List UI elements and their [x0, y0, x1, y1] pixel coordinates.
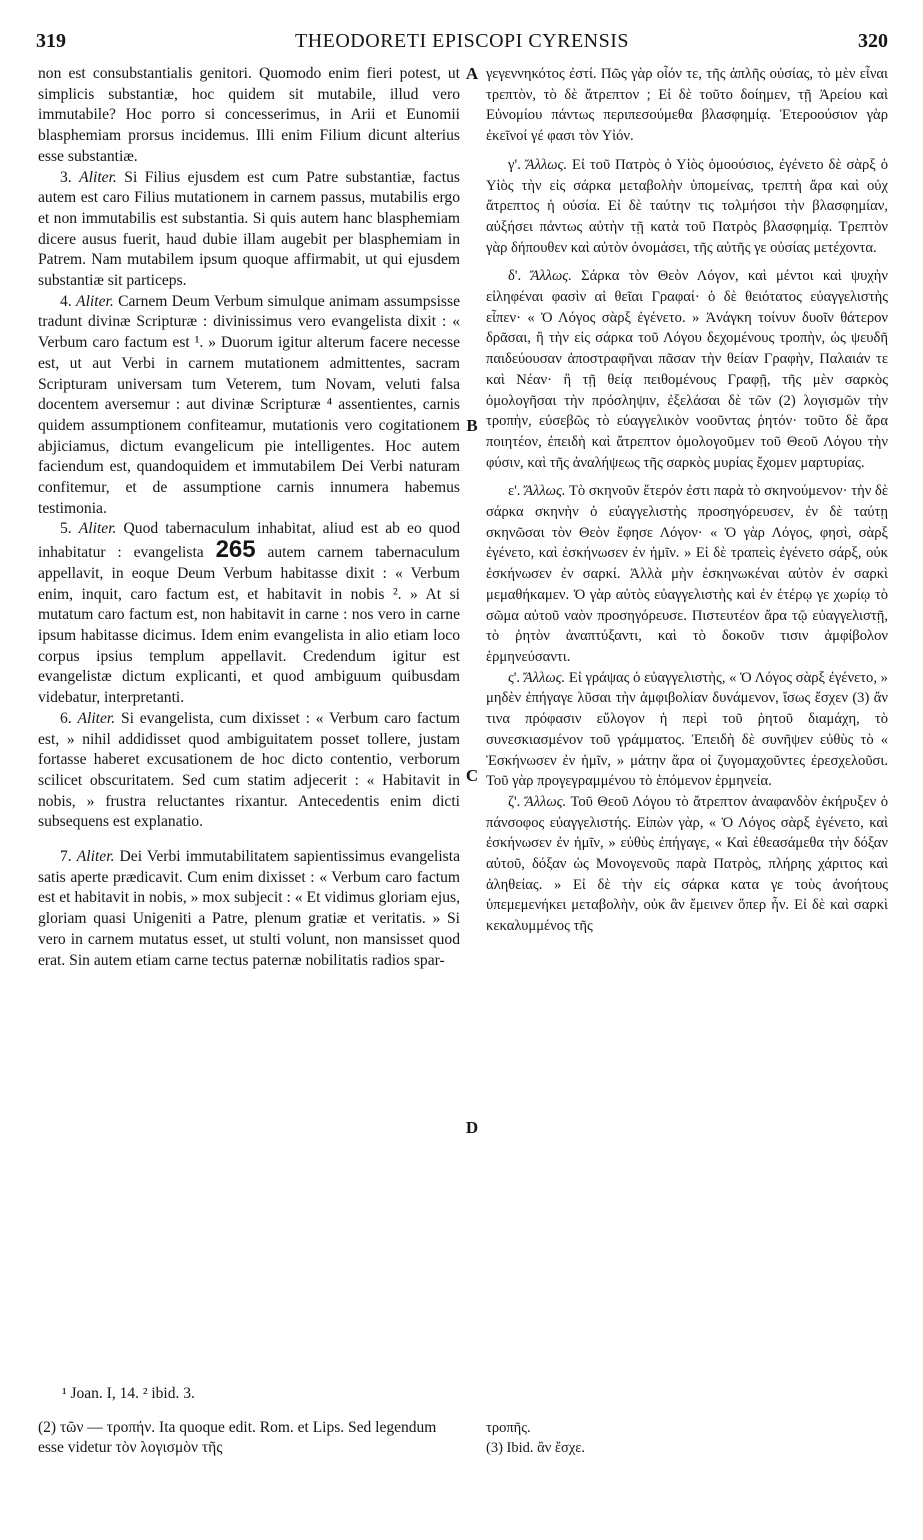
latin-column: [38, 64, 460, 971]
greek-paragraph-2: γεγεννηκότος ἐστί. Πῶς γὰρ οἷόν τε, τῆς ἁπλῆς οὐσίας, τὸ μὲν εἶναι τρεπτὸν, τὸ δὲ ἄτρεπτον ; Εἰ δὲ τοῦτο δοίημεν, τῇ Ἀρείου καὶ Εὐνομίου πάντως περιπεσούμεθα βλασφημίᾳ. Ἑτεροούσιον γὰρ ἐκεῖνοί γέ φασι τὸν Υἱόν.: [486, 66, 888, 145]
section-label: Ἄλλως.: [530, 268, 572, 285]
section-number: 4.: [60, 292, 72, 310]
paragraph-text: Si Filius ejusdem est cum Patre substantiæ, factus autem est caro Filius mutationem in carnem passus, mutabilis ergo et non immutabilis est substantia. Si quis autem hanc blasphemiam dicere ausus fuerit, haud dubie illam augebit per blasphemiam in Patrem. Nam mutabilem ipsum quoque affirmabit, ut qui ejusdem substantiæ sit particeps.: [38, 168, 460, 290]
paragraph-text: Carnem Deum Verbum simulque animam assumpsisse tradunt divinæ Scripturæ : divinissimus vero evangelista dixit : « Verbum caro factum est ¹. » Duorum igitur alterum facere necesse est, ut aut Verbi in carnem mutationem admittentes, sacram Scripturam universam tum Veterem, tum Novam, veluti falsa docentem aversemur : aut divinæ Scripturæ ⁴ assentientes, carnis quidem assumptionem confiteamur, mutationis vero cogitationem abjiciamus, dictum evangelicum pie intelligentes. Hoc autem faciendum est, quandoquidem et immutabilem Dei Verbi naturam confitemur, et de assumptione carnis innumera habemus testimonia.: [38, 292, 460, 517]
section-number: 5.: [60, 520, 72, 538]
greek-paragraph-4: [486, 266, 888, 473]
footnote-3: (3) Ibid. ἂν ἔσχε.: [486, 1440, 585, 1456]
latin-paragraph-2: non est consubstantialis genitori. Quomodo enim fieri potest, ut simplicis substantiæ, hoc quidem sit mutabile, illud vero immutabile? Hoc porro si concesserimus, in Arii et Eunomii blasphemiam prorsus incidemus. Illi enim Filium dicunt alterius esse substantiæ.: [38, 65, 460, 165]
footnote-right: [486, 1418, 888, 1458]
running-header: [36, 30, 888, 60]
scripture-references: ¹ Joan. I, 14. ² ibid. 3.: [62, 1385, 195, 1402]
footnote-continuation: τροπῆς.: [486, 1420, 531, 1436]
section-number: δ'.: [508, 268, 522, 285]
section-label: Ἄλλως.: [525, 156, 568, 173]
section-number: γ'.: [508, 156, 521, 173]
section-number: 3.: [60, 168, 72, 186]
section-label: Aliter.: [78, 520, 117, 538]
migne-column-number: 265: [215, 536, 256, 564]
greek-column: [486, 64, 888, 937]
section-label: Ἄλλως.: [524, 793, 567, 810]
margin-marker-a: A: [465, 64, 479, 83]
greek-paragraph-3: [486, 155, 888, 259]
section-number: ε'.: [508, 483, 521, 500]
greek-paragraph-5: [486, 481, 888, 667]
margin-marker-d: D: [465, 1118, 479, 1137]
paragraph-text: Εἰ γράψας ὁ εὐαγγελιστὴς, « Ὁ Λόγος σὰρξ ἐγένετο, » μηδὲν ἐπήγαγε λῦσαι τὴν ἀμφιβολίαν δυνάμενον, ἴσως ἔσχεν (3) ἄν τινα πρόφασιν εὔλογον ἡ περὶ τοῦ ῥητοῦ διαμάχη, τὸ συνεσκιασμένον τοῦ γράμματος. Ἐπειδὴ δὲ συνῆψεν εὐθὺς τὸ « Ἐσκήνωσεν ἐν ἡμῖν, » μάτην ἄρα οἱ ζυγομαχοῦντες ἐρεσχελοῦσι. Τοῦ γὰρ προγεγραμμένου τὸ ἑπόμενον ἑρμηνεία.: [486, 669, 888, 790]
paragraph-text: Εἰ τοῦ Πατρὸς ὁ Υἱὸς ὁμοούσιος, ἐγένετο δὲ σὰρξ ὁ Υἱὸς τὴν εἰς σάρκα μεταβολὴν ὑπομείνας, τρεπτὴ ἄρα καὶ οὐχ ἄτρεπτος ἡ οὐσία. Εἰ δὲ ταύτην τις τολμήσοι τὴν βλασφημίαν, αὐξήσει πάντως αὐτὴν τῇ κατὰ τοῦ Πατρὸς βλασφημίᾳ. Τρεπτὸν γὰρ δήπουθεν καὶ αὐτὸν ὀνομάσει, τῆς αὐτῆς γε οὐσίας μετέχοντα.: [486, 156, 888, 256]
paragraph-text: Dei Verbi immutabilitatem sapientissimus evangelista satis aperte prædicavit. Cum enim dixisset : « Verbum caro factum est et habitavit in nobis, » mox subjecit : « Et vidimus gloriam ejus, gloriam quasi Unigeniti a Patre, plenum gratiæ et veritatis. » Si vero in carnem mutatus esset, ut stulti volunt, non mansisset quod erat. Sin autem etiam carne tectus paternæ nobilitatis radios spar-: [38, 848, 460, 969]
paragraph-text: Σάρκα τὸν Θεὸν Λόγον, καὶ μέντοι καὶ ψυχὴν εἰληφέναι φασὶν αἱ θεῖαι Γραφαί· ὁ δὲ θειότατος εὐαγγελιστὴς εἶπεν· « Ὁ Λόγος σὰρξ ἐγένετο. » Ἀνάγκη τοίνυν δυοῖν θάτερον δρᾶσαι, ἢ τὴν εἰς σάρκα τοῦ Λόγου δεχομένους τροπὴν, ὡς ψευδῆ παιδεύουσαν ἀποστραφῆναι πᾶσαν τὴν θείαν Γραφὴν, Παλαιάν τε καὶ Νέαν· ἢ τῇ θείᾳ πειθομένους Γραφῇ, τῆς μὲν σαρκὸς ὁμολογῆσαι τὴν πρόσληψιν, ἐξελάσαι δὲ τῶν (2) λογισμῶν τὴν τροπὴν, εὐσεβῶς τὸ εὐαγγελικὸν νοοῦντας ῥητόν· τοῦτο δὲ ἄρα ποιητέον, ἐπειδὴ καὶ ἄτρεπτον ὁμολογοῦμεν τοῦ Θεοῦ Λόγου τὴν φύσιν, καὶ τῆς ἀναλήψεως τῆς σαρκὸς μυρίας ἔχομεν μαρτυρίας.: [486, 268, 889, 471]
latin-paragraph-3: [38, 168, 460, 292]
section-label: Aliter.: [76, 292, 114, 310]
page-number-right: 320: [858, 30, 888, 52]
section-label: Aliter.: [79, 168, 117, 186]
greek-paragraph-7: [486, 792, 888, 937]
page-number-left: 319: [36, 30, 66, 52]
section-number: ζ'.: [508, 793, 521, 810]
section-label: Aliter.: [76, 848, 115, 866]
section-number: 6.: [60, 709, 72, 727]
paragraph-text: Τὸ σκηνοῦν ἕτερόν ἐστι παρὰ τὸ σκηνούμενον· τὴν δὲ σάρκα σκηνὴν ὁ εὐαγγελιστὴς προσηγόρευσεν, ἐν δὲ ταύτῃ σκηνῶσαι τὸν Θεὸν ἔφησε Λόγον· « Ὁ γὰρ Λόγος, φησὶ, σὰρξ ἐγένετο, καὶ ἐσκήνωσεν ἐν ἡμῖν. » Εἰ δὲ τραπεὶς ἐγένετο σάρξ, οὐκ ἐσκήνωσεν ἐν σαρκί. Ἀλλὰ μὴν ἐσκηνωκέναι αὐτὸν ἐν σαρκὶ μεμαθήκαμεν. Ὁ γὰρ αὐτὸς εὐαγγελιστὴς καὶ ἐν ἑτέρῳ γε χωρίῳ τὸ σῶμα αὐτοῦ ναὸν προσηγόρευσε. Πιστευτέον ἄρα τῷ εὐαγγελιστῇ, τὸ ῥητὸν ἀναπτύξαντι, καὶ τὸ δοκοῦν τισιν ἀμφίβολον ἑρμηνεύσαντι.: [486, 483, 889, 665]
section-label: Aliter.: [77, 709, 116, 727]
running-title: THEODORETI EPISCOPI CYRENSIS: [294, 30, 630, 52]
paragraph-text: Τοῦ Θεοῦ Λόγου τὸ ἄτρεπτον ἀναφανδὸν ἐκήρυξεν ὁ πάνσοφος εὐαγγελιστής. Εἰπὼν γὰρ, « Ὁ Λόγος σὰρξ ἐγένετο, καὶ ἐσκήνωσεν ἐν ἡμῖν, » εὐθὺς ἐπήγαγε, « Καὶ ἐθεασάμεθα τὴν δόξαν αὐτοῦ, δόξαν ὡς Μονογενοῦς παρὰ Πατρὸς, πλήρης χάριτος καὶ ἀληθείας. » Εἰ δὲ τὴν εἰς σάρκα κατα γε τοὺς ἀνοήτους ὑπεμεμενήκει μεταβολὴν, οὐκ ἂν ἔμεινεν ὅπερ ἦν. Εἰ δὲ καὶ σαρκὶ κεκαλυμμένος τῆς: [486, 793, 888, 935]
section-label: Ἄλλως.: [524, 483, 566, 500]
latin-paragraph-5: [38, 519, 460, 708]
section-label: Ἄλλως.: [523, 669, 566, 686]
latin-paragraph-4: [38, 292, 460, 520]
margin-marker-c: C: [465, 766, 479, 785]
paragraph-text: Quod tabernaculum inhabitat, aliud est ab eo quod inhabitatur : evangelista: [38, 520, 460, 562]
paragraph-text: Si evangelista, cum dixisset : « Verbum caro factum est, » nihil addidisset quod ambiguitatem posset tollere, justam fortasse haberet excusationem de hoc dicto contentio, verborum scilicet obscuritatem. Sed cum statim adjecerit : « Habitavit in nobis, » frustra reluctantes rixantur. Antecedentis enim dicti subsequens est explanatio.: [38, 709, 461, 831]
section-number: 7.: [60, 848, 72, 866]
greek-paragraph-6: [486, 668, 888, 792]
section-number: ς'.: [508, 669, 521, 686]
latin-paragraph-6: [38, 709, 460, 833]
footnote-left: (2) τῶν — τροπήν. Ita quoque edit. Rom. et Lips. Sed legendum esse videtur τὸν λογισμὸν τῆς: [38, 1419, 437, 1456]
latin-paragraph-7: [38, 847, 460, 971]
margin-marker-b: B: [466, 416, 478, 435]
paragraph-text: autem carnem tabernaculum appellavit, in eoque Deum Verbum habitasse dixit : « Verbum enim, inquit, caro factum est, et habitavit in nobis ². » At si mutatum caro factum est, non habitavit in carne : nos vero in carne ipsum habitasse dicimus. Idem enim evangelista in alio etiam loco corpus ipsius templum appellavit. Credendum igitur est evangelistæ dictum explicanti, et quod ambiguum quibusdam videbatur, interpretanti.: [38, 544, 460, 707]
